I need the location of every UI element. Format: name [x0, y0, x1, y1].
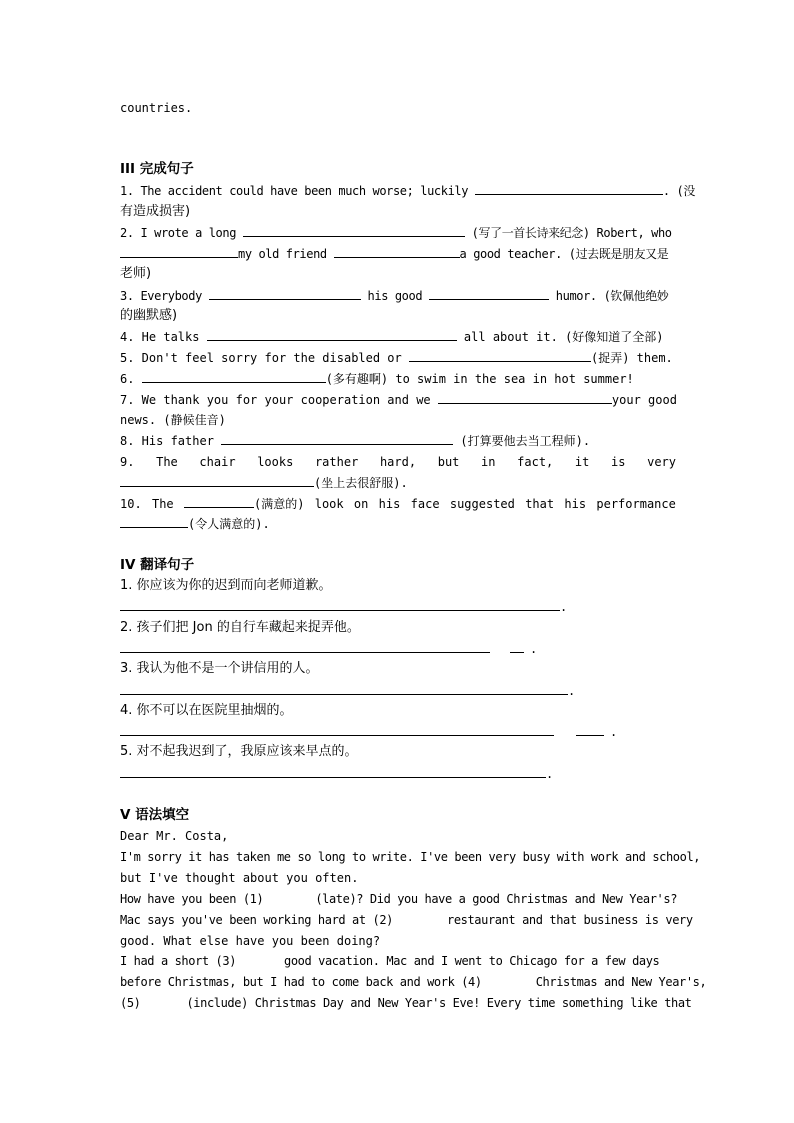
- answer-blank[interactable]: [221, 433, 453, 445]
- question-7-cont: news. (静候佳音): [120, 413, 226, 427]
- section-5-heading: V 语法填空: [120, 807, 190, 823]
- answer-line[interactable]: [120, 599, 560, 611]
- letter-line: but I've thought about you often.: [120, 871, 359, 885]
- translate-line-2: .: [120, 641, 676, 657]
- question-1-cont: 有造成损害): [120, 204, 191, 219]
- letter-line-blank-1: How have you been (1) (late)? Did you have a good Christmas and New Year's?: [120, 892, 678, 906]
- question-9-line2: (坐上去很舒服).: [120, 475, 676, 491]
- translate-prompt-1: 1. 你应该为你的迟到而向老师道歉。: [120, 578, 332, 593]
- question-7: 7. We thank you for your cooperation and we your good: [120, 393, 677, 407]
- question-4: 4. He talks all about it. (好像知道了全部): [120, 330, 664, 344]
- translate-line-3: .: [120, 683, 676, 699]
- answer-blank[interactable]: [409, 350, 591, 362]
- answer-blank[interactable]: [120, 475, 314, 487]
- question-5: 5. Don't feel sorry for the disabled or (捉弄) them.: [120, 351, 673, 365]
- letter-line: I'm sorry it has taken me so long to write. I've been very busy with work and school,: [120, 850, 701, 864]
- question-10-line2: (令人满意的).: [120, 516, 676, 532]
- letter-line-blank-4: before Christmas, but I had to come back and work (4) Christmas and New Year's,: [120, 975, 707, 989]
- answer-line[interactable]: [120, 766, 546, 778]
- letter-line-blank-5: (5) (include) Christmas Day and New Year's Eve! Every time something like that: [120, 996, 692, 1010]
- question-3: 3. Everybody his good humor. (钦佩他绝妙: [120, 289, 669, 303]
- question-9: 9. The chair looks rather hard, but in fact, it is very: [120, 455, 676, 469]
- answer-line[interactable]: [120, 641, 490, 653]
- continued-text: countries.: [120, 101, 193, 115]
- question-3-cont: 的幽默感): [120, 308, 178, 323]
- letter-line: good. What else have you been doing?: [120, 934, 381, 948]
- question-2-line2: my old friend a good teacher. (过去既是朋友又是: [120, 246, 676, 262]
- letter-salutation: Dear Mr. Costa,: [120, 829, 229, 843]
- section-3-heading: III 完成句子: [120, 161, 194, 177]
- question-2-cont: 老师): [120, 266, 152, 281]
- answer-blank[interactable]: [243, 225, 465, 237]
- question-1: 1. The accident could have been much worse; luckily . (没: [120, 184, 695, 198]
- question-8: 8. His father (打算要他去当工程师).: [120, 434, 591, 448]
- question-6: 6. (多有趣啊) to swim in the sea in hot summer!: [120, 372, 634, 386]
- letter-line-blank-2: Mac says you've been working hard at (2) restaurant and that business is very: [120, 913, 693, 927]
- answer-line-extra[interactable]: [576, 724, 604, 736]
- translate-prompt-5: 5. 对不起我迟到了，我原应该来早点的。: [120, 744, 358, 759]
- translate-line-5: .: [120, 766, 676, 782]
- question-2: 2. I wrote a long (写了一首长诗来纪念) Robert, who: [120, 226, 672, 240]
- answer-blank[interactable]: [429, 288, 549, 300]
- answer-blank[interactable]: [184, 496, 254, 508]
- answer-blank[interactable]: [209, 288, 361, 300]
- answer-line[interactable]: [120, 724, 554, 736]
- answer-blank[interactable]: [334, 246, 460, 258]
- answer-line[interactable]: [120, 683, 568, 695]
- answer-blank[interactable]: [438, 392, 612, 404]
- question-10: 10. The (满意的) look on his face suggested that his performance: [120, 497, 676, 511]
- answer-blank[interactable]: [475, 183, 663, 195]
- translate-prompt-3: 3. 我认为他不是一个讲信用的人。: [120, 661, 319, 676]
- answer-blank[interactable]: [142, 371, 326, 383]
- section-4-heading: IV 翻译句子: [120, 557, 195, 573]
- answer-blank[interactable]: [207, 329, 457, 341]
- answer-blank[interactable]: [120, 516, 188, 528]
- translate-line-1: .: [120, 599, 676, 615]
- answer-line-extra[interactable]: [510, 641, 524, 653]
- answer-blank[interactable]: [120, 246, 238, 258]
- translate-prompt-2: 2. 孩子们把 Jon 的自行车藏起来捉弄他。: [120, 620, 360, 635]
- translate-prompt-4: 4. 你不可以在医院里抽烟的。: [120, 703, 293, 718]
- letter-line-blank-3: I had a short (3) good vacation. Mac and I went to Chicago for a few days: [120, 954, 660, 968]
- translate-line-4: .: [120, 724, 676, 740]
